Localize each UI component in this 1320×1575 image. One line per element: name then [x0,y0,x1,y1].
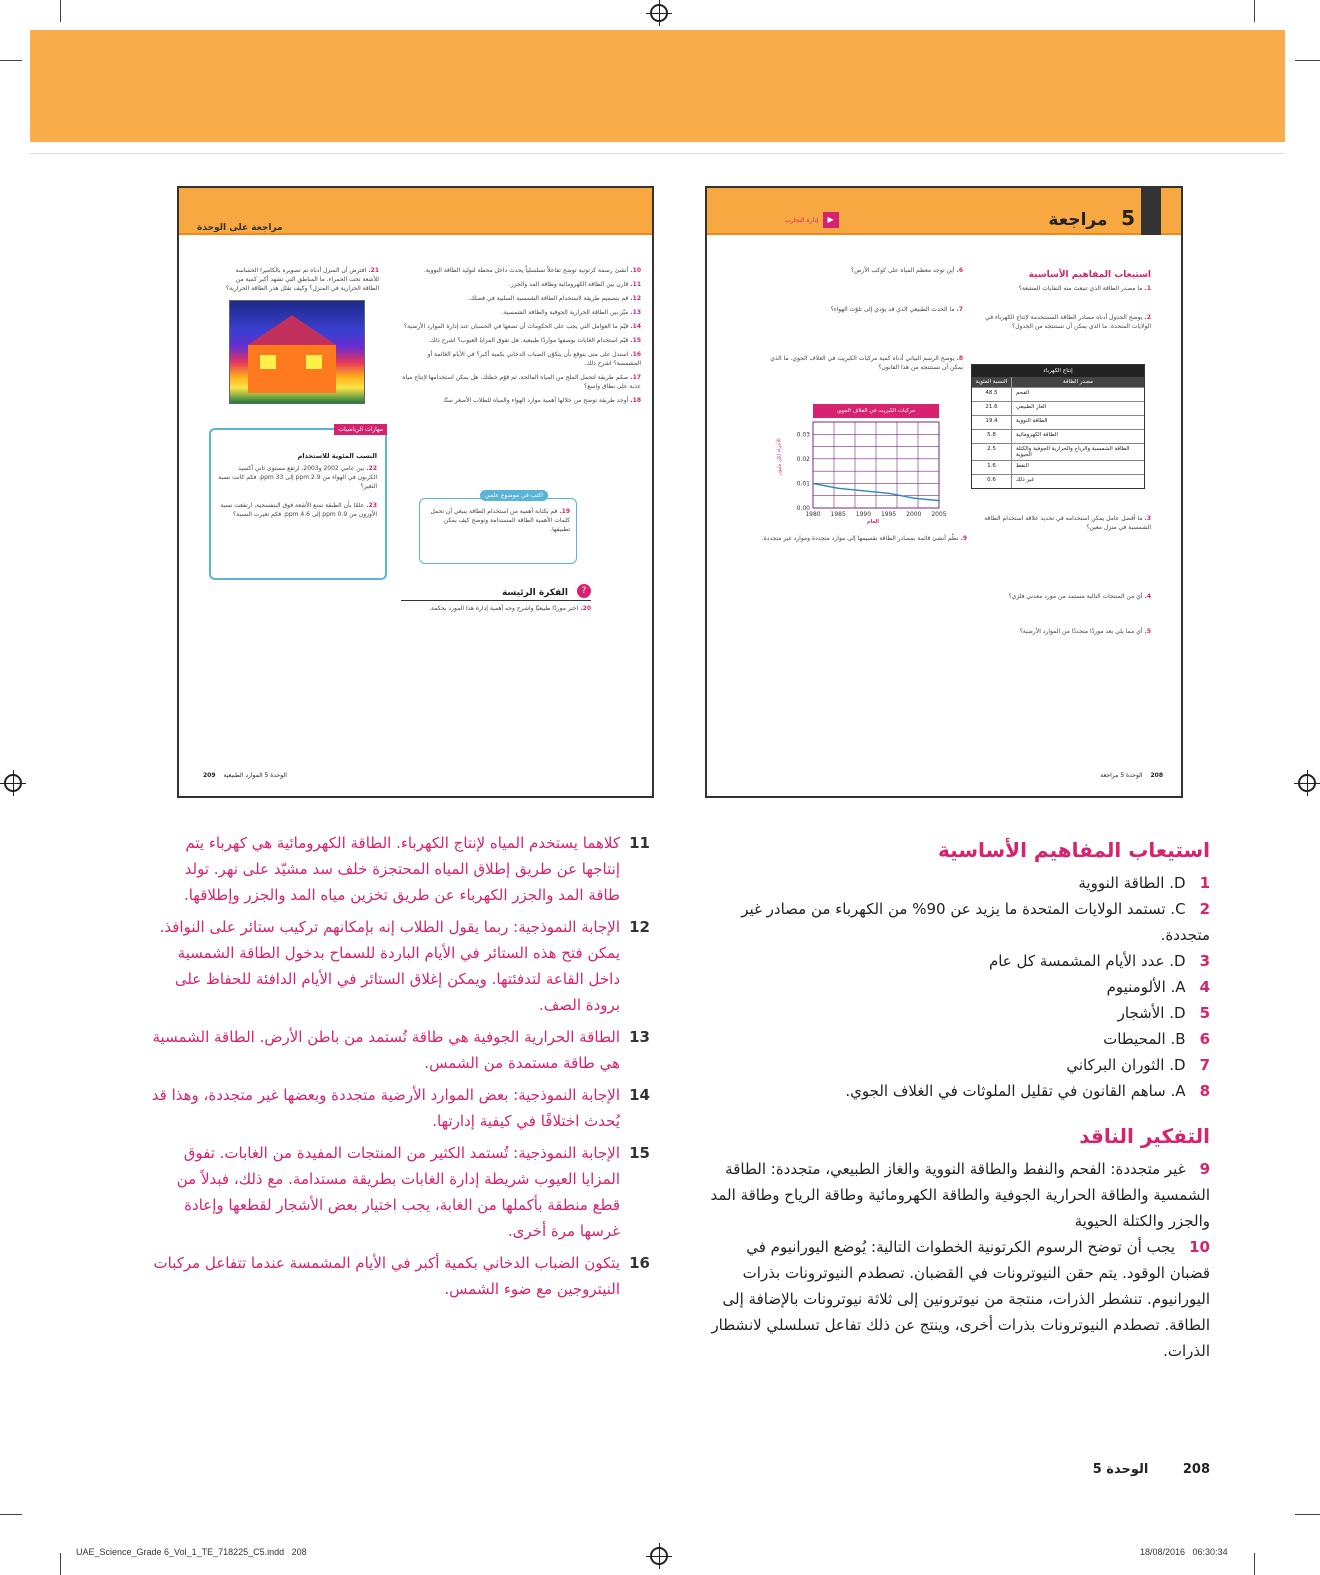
item-number: 1. [1142,285,1151,292]
answer-number: 7 [1199,1056,1210,1074]
answer-number: 12 [629,918,650,936]
data-point [812,483,814,485]
registration-mark-icon [650,1547,668,1565]
thumb-footer [1100,772,1163,779]
table-cell-source: غير ذلك [1016,477,1035,483]
answer-item: 13 الطاقة الحرارية الجوفية هي طاقة تُستمد من باطن الأرض. الطاقة الشمسية هي طاقة مستمدة من الشمس. [150,1024,650,1076]
review-title: مراجعة [1048,210,1108,230]
question-item: 1. ما مصدر الطاقة الذي تنبعث منه النفايات المشعة؟ [1018,285,1151,292]
thumb-right-column [967,284,1151,335]
thumb-footer-unit: الوحدة 5 الموارد الطبيعية [223,772,287,779]
question-item: 16. استدل على متى يتوقع بأن يتكوّن الضباب الدخاني بكمية أكبر؟ في الأيام الغائمة أو المشمسة؟ اشرح ذلك. [427,351,641,367]
item-number: 11. [628,281,641,288]
answer-number: 8 [1199,1082,1210,1100]
table-row [972,415,1144,429]
house-wall [248,345,336,393]
answer-number: 10 [1189,1238,1210,1256]
thumb-left-column [767,266,963,376]
table-cell-source: الفحم [1016,390,1030,396]
item-number: 16. [628,351,641,358]
house-roof [248,315,336,345]
question-item: 17. صمّم طريقة لتحمل الملح من المياه المالحة، ثم قوّم خطتك. هل يمكن استخدامها لإنتاج مياه عذبة على نطاق واسع؟ [402,374,641,390]
table-cell-percent: 19.4 [972,416,1012,429]
answer-number: 11 [629,834,650,852]
table-row [972,443,1144,460]
key-idea-row [439,580,591,598]
key-idea-title: الفكرة الرئيسة [501,588,568,598]
page-209-thumbnail [177,186,654,798]
table-cell-percent: 0.6 [972,475,1012,488]
answer-number: 1 [1199,874,1210,892]
lab-tab-label: إدارة التجارب [785,216,819,224]
page-number: 208 [1182,1462,1210,1477]
answer-item: 2C. تستمد الولايات المتحدة ما يزيد عن 90% من الكهرباء من مصادر غير متجددة. [700,896,1210,948]
answer-item: 1D. الطاقة النووية [700,870,1210,896]
question-item: 6. أين توجد معظم المياه على كوكب الأرض؟ [850,267,963,274]
crop-mark [60,0,61,22]
header-band [30,30,1285,142]
question-item: 11. قارن بين الطاقة الكهرومائية وطاقة المد والجزر. [508,281,641,288]
answer-item: 4A. الألومنيوم [700,974,1210,1000]
sulfur-chart [776,404,957,528]
answer-number: 4 [1199,978,1210,996]
question-item: 22. بين عامي 2002 و2003، ارتفع مستوى ثاني أكسيد الكربون في الهواء من 2.9 ppm إلى 33 ppm. فكم كانت نسبة التغير؟ [218,465,377,490]
table-row [972,429,1144,443]
answer-item: 15 الإجابة النموذجية: تُستمد الكثير من المنتجات المفيدة من الغابات. تفوق المزايا العيوب شريطة إدارة الغابات بطريقة مستدامة. مع ذلك، فبدلاً من قطع منطقة بأكملها من الغابة، يجب اختيار بعض الأشجار لقطعها وإعادة غرسها مرة أخرى. [150,1140,650,1244]
page-footer [1093,1462,1210,1477]
question-item: 14. قيّم ما العوامل التي يجب على الحكومات أن تضعها في الحسبان عند إدارة الموارد الأرضية؟ [403,323,641,330]
table-cell-percent: 5.8 [972,430,1012,443]
play-icon: ▶ [823,212,839,228]
table-body [972,387,1144,488]
data-point [938,500,940,502]
question-item: 3. ما أفضل عامل يمكن استخدامه في تحديد علاقة استخدام الطاقة الشمسية في منزل معين؟ [984,515,1151,531]
table-cell-percent: 1.6 [972,461,1012,474]
chart-title: مركبات الكبريت في الغلاف الجوي [813,404,939,418]
question-item: 15. قيّم استخدام الغابات بوصفها مواردًا طبيعية. هل تفوق المزايا العيوب؟ اشرح ذلك. [428,337,641,344]
x-tick-label: 1985 [830,511,846,518]
section-title: استيعاب المفاهيم الأساسية [1028,270,1151,280]
item-number: 19. [557,508,570,515]
table-row [972,387,1144,401]
answer-item: 9غير متجددة: الفحم والنفط والطاقة النووية والغاز الطبيعي، متجددة: الطاقة الشمسية والطاقة الحرارية الجوفية والطاقة الكهرومائية وطاقة الرياح وطاقة المد والجزر والكتلة الحيوية [710,1156,1210,1234]
item-number: 6. [954,267,963,274]
answer-item: 14 الإجابة النموذجية: بعض الموارد الأرضية متجددة وبعضها غير متجددة، وهذا قد يُحدث اختلافًا في كيفية إدارتها. [150,1082,650,1134]
write-badge: اكتب في موضوع علمي [480,490,548,501]
thermal-house-image [229,300,365,404]
thumb-header-title: مراجعة على الوحدة [197,223,283,233]
answer-item: 8A. ساهم القانون في تقليل الملوثات في الغلاف الجوي. [700,1078,1210,1104]
x-tick-label: 2000 [906,511,922,518]
table-cell-percent: 48.5 [972,388,1012,401]
question-item: 4. أي من المنتجات التالية مستمد من مورد معدني فلزي؟ [1008,593,1151,600]
thumb-tab-strip [1141,188,1161,235]
question-item: 10. أنشئ رسمة كرتونية توضح تفاعلاً تسلسلياً يحدث داخل محطة لتوليد الطاقة النووية. [423,267,641,274]
y-tick-label: 0.01 [796,480,810,488]
math-skills-text [217,464,377,523]
thumb-answers-right [967,514,1151,640]
data-point [913,497,915,499]
review-title-row [1048,206,1135,230]
table-cell-percent: 21.6 [972,402,1012,415]
item-number: 12. [628,295,641,302]
question-20 [401,604,591,617]
chart-svg [781,404,957,528]
x-tick-label: 1980 [805,511,821,518]
item-number: 20. [578,605,591,612]
table-row [972,401,1144,415]
item-number: 14. [628,323,641,330]
thumb-footer-unit: الوحدة 5 مراجعة [1100,772,1143,779]
item-number: 5. [1142,628,1151,635]
question-item: 2. يوضح الجدول أدناه مصادر الطاقة المستخدمة لإنتاج الكهرباء في الولايات المتحدة. ما الذي يمكن أن تستنتجه من الجدول؟ [985,314,1151,330]
table-row [972,474,1144,488]
registration-mark-icon [1298,774,1316,792]
question-item: 7. ما الحدث الطبيعي الذي قد يؤدي إلى تلوّث الهواء؟ [830,306,963,313]
header-divider [30,153,1285,154]
answer-item: 5D. الأشجار [700,1000,1210,1026]
page-208-thumbnail [705,186,1183,798]
unit-label: الوحدة 5 [1092,1462,1149,1477]
y-tick-label: 0.02 [796,455,810,463]
item-number: 22. [364,465,377,472]
table-cell-source: الطاقة النووية [1016,418,1048,424]
answer-number: 9 [1199,1160,1210,1178]
answer-number: 14 [629,1086,650,1104]
data-point [888,492,890,494]
registration-mark-icon [4,774,22,792]
x-tick-label: 1990 [855,511,872,518]
y-tick-label: 0.03 [796,431,810,439]
table-head-source: مصدر الطاقة [1063,379,1093,385]
section-title-key-concepts: استيعاب المفاهيم الأساسية [938,838,1210,862]
house-window [306,355,322,369]
data-point [863,490,865,492]
question-item: 12. قم بتصميم طريقة لاستخدام الطاقة الشمسية السلبية في فصلك. [467,295,641,302]
chart-xlabel: العام [867,519,879,525]
question-19 [426,507,570,538]
question-item: 13. ميّز بين الطاقة الحرارية الجوفية والطاقة الشمسية. [501,309,641,316]
item-number: 23. [364,502,377,509]
answer-item: 11 كلاهما يستخدم المياه لإنتاج الكهرباء. الطاقة الكهرومائية هي كهرباء يتم إنتاجها عن طريق إطلاق المياه المحتجزة خلف سد مشيّد على نهر. تولد طاقة المد والجزر الكهرباء عن طريق تخزين مياه المد والجزر وإطلاقها. [150,830,650,908]
item-number: 8. [954,355,963,362]
crop-mark [1295,60,1320,61]
lab-tab[interactable] [785,212,839,228]
chapter-number: 5 [1121,206,1135,230]
critical-thinking-answers [710,1156,1210,1364]
answer-item: 16 يتكون الضباب الدخاني بكمية أكبر في الأيام المشمسة عندما تتفاعل مركبات النيتروجين مع ضوء الشمس. [150,1250,650,1302]
print-date: 18/08/2016 06:30:34 [1140,1547,1228,1557]
item-number: 17. [628,374,641,381]
write-box [419,492,577,564]
math-skills-badge: مهارات الرياضيات [334,424,387,435]
file-slug: UAE_Science_Grade 6_Vol_1_TE_718225_C5.indd 208 [76,1547,307,1557]
item-number: 3. [1142,515,1151,522]
data-point [837,488,839,490]
crop-mark [0,60,22,61]
table-row [972,460,1144,474]
electricity-table [971,364,1145,489]
crop-mark [0,1514,22,1515]
answer-number: 15 [629,1144,650,1162]
table-cell-source: الطاقة الكهرومائية [1016,432,1058,438]
thumb-page-number: 209 [203,772,216,779]
crop-mark [60,1553,61,1575]
house-window [260,355,276,369]
chart-ylabel: الأجزاء لكل مليون [776,438,783,476]
x-tick-label: 1995 [880,511,897,518]
item-number: 13. [628,309,641,316]
answer-number: 2 [1199,900,1210,918]
item-number: 15. [628,337,641,344]
table-head [972,377,1144,387]
thumb-footer [203,772,287,779]
question-item: 20. اختر موردًا طبيعيًا واشرح وجه أهمية إدارة هذا المورد بحكمة. [429,605,591,612]
answer-number: 16 [629,1254,650,1272]
question-item: 19. قم بكتابة أهمية من استخدام الطاقة ينبغي أن تحمل كلمات الأهمية الطاقة المستدامة وتوضح كيف يمكن تطبيقها. [430,508,570,533]
answers-left-column [150,830,650,1308]
answer-item: 6B. المحيطات [700,1026,1210,1052]
answer-item: 7D. الثوران البركاني [700,1052,1210,1078]
table-cell-source: الطاقة الشمسية والرياح والحرارية الجوفية والكتلة الحيوية [1016,446,1130,458]
math-skills-box [209,428,387,580]
section-title-critical-thinking: التفكير الناقد [1079,1124,1210,1148]
crop-mark [1254,0,1255,22]
table-head-percent: النسبة المئوية [972,377,1012,387]
table-title: إنتاج الكهرباء [972,365,1144,377]
question-item: 9. نظّم أنشئ قائمة بمصادر الطاقة تقسيمها إلى موارد متجددة وموارد غير متجددة. [761,535,967,542]
answer-item: 12 الإجابة النموذجية: ربما يقول الطلاب إنه بإمكانهم تركيب ستائر على النوافذ. يمكن فتح هذه الستائر في الأيام الباردة للسماح بدخول الطاقة الشمسية داخل القاعة لتدفئتها. ويمكن إغلاق الستائر في الأيام الدافئة للحفاظ على برودة الصف. [150,914,650,1018]
question-item: 8. يوضح الرسم البياني أدناه كمية مركبات الكبريت في الغلاف الجوي. ما الذي يمكن أن تستنتجه من هذا القانون؟ [770,355,963,371]
table-cell-percent: 2.5 [972,444,1012,460]
answer-number: 5 [1199,1004,1210,1022]
x-tick-label: 2005 [931,511,947,518]
y-tick-label: 0.00 [796,505,810,512]
crop-mark [1254,1553,1255,1575]
thumb-left-answers [757,534,967,547]
item-number: 10. [628,267,641,274]
item-number: 18. [628,397,641,404]
key-concepts-answers [700,870,1210,1104]
item-number: 21. [366,267,379,274]
answer-number: 6 [1199,1030,1210,1048]
answer-number: 13 [629,1028,650,1046]
question-item: 18. أوجد طريقة توضح من خلالها أهمية موارد الهواء والمياه للطلاب الأصغر سنًا. [442,397,641,404]
item-number: 2. [1142,314,1151,321]
question-item: 5. أي مما يلي يعد موردًا متجددًا من الموارد الأرضية؟ [1019,628,1151,635]
thumb-page-number: 208 [1150,772,1163,779]
thumb-right-column [401,266,641,410]
table-cell-source: النفط [1016,463,1029,469]
key-idea-icon: ? [577,584,591,598]
item-number: 4. [1142,593,1151,600]
answer-item: 3D. عدد الأيام المشمسة كل عام [700,948,1210,974]
table-cell-source: الغاز الطبيعي [1016,404,1047,410]
question-21 [219,266,379,297]
question-item: 23. علمًا بأن الطبقة تمنع الأشعة فوق البنفسجية، ارتفعت نسبة الأوزون من 0.9 ppm إلى 4.6 ppm. فكم تغيرت النسبة؟ [220,502,377,518]
item-number: 7. [954,306,963,313]
key-idea-divider [401,600,591,601]
math-skills-title: النسب المئوية للاستخدام [297,452,377,460]
registration-mark-icon [650,4,668,22]
answer-number: 3 [1199,952,1210,970]
crop-mark [1295,1514,1320,1515]
item-number: 9. [958,535,967,542]
question-item: 21. افترض أن المنزل أدناه تم تصويره بالكاميرا الحساسة للأشعة تحت الحمراء. ما المناطق التي تشهد أكبر كمية من الطاقة الحرارية في المنزل؟ وكيف تقلل هدر الطاقة الحرارية؟ [225,267,379,292]
answer-item: 10يجب أن توضح الرسوم الكرتونية الخطوات التالية: يُوضع اليورانيوم في قضبان الوقود. يتم حقن النيوترونات في القضبان. تصطدم النيوترونات بذرات اليورانيوم. تنشطر الذرات، منتجة من نيوترونين إلى ثلاثة نيوترونات بالإضافة إلى الطاقة. تصطدم النيوترونات بذرات أخرى، وينتج عن ذلك تفاعل تسلسلي لانشطار الذرات. [710,1234,1210,1364]
